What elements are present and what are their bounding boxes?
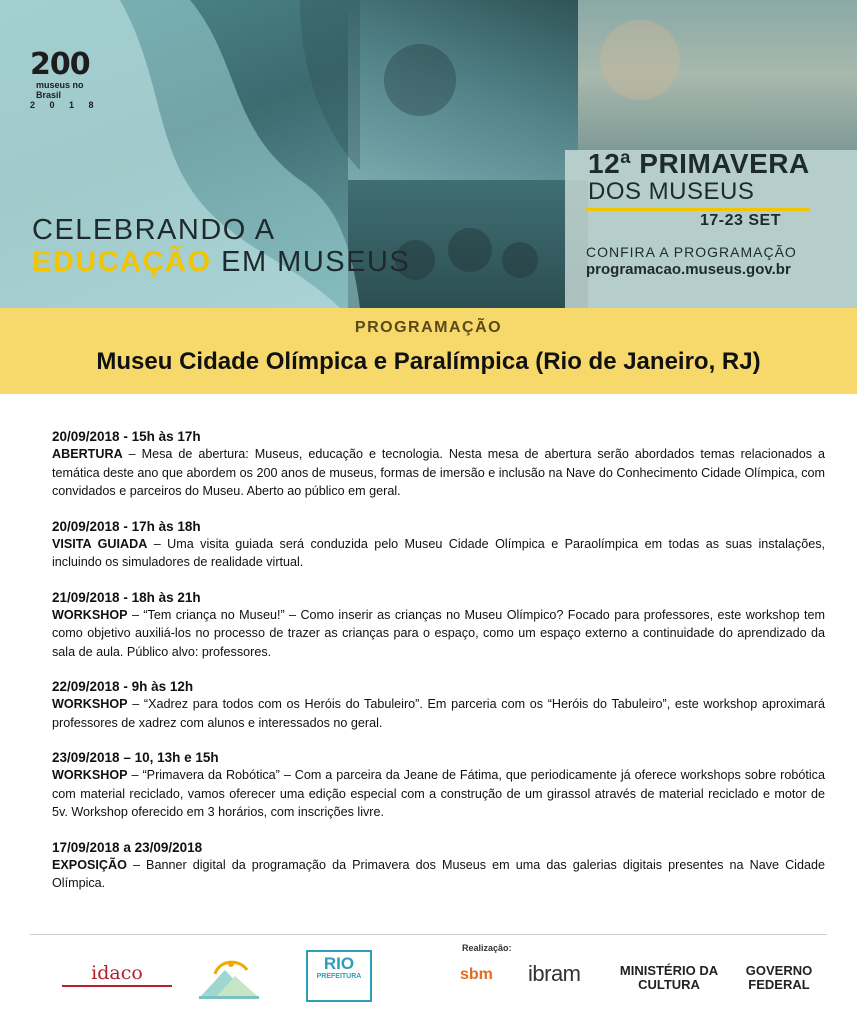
event-text: – “Tem criança no Museu!” – Como inserir as crianças no Museu Olímpico? Focado para professores, este workshop tem como objetivo auxiliá-los no processo de trazer as crianças para o espaço, como um espaço externo a continuidade do aprendizado da sala de aula. Público alvo: professores. bbox=[52, 607, 825, 659]
event-text: – Mesa de abertura: Museus, educação e tecnologia. Nesta mesa de abertura serão abordados temas relacionados a temática deste ano que abordem os 200 anos de museus, formas de imersão e inclusão na Nave do Conhecimento Cidade Olímpica, com convidados e parceiros do Museu. Aberto ao público em geral. bbox=[52, 447, 825, 498]
edition-title: 12ª PRIMAVERA bbox=[588, 148, 810, 179]
logo-subtitle: museus no Brasil bbox=[36, 80, 84, 100]
event-type: WORKSHOP bbox=[52, 697, 128, 711]
ministerio-cultura-logo bbox=[618, 964, 720, 992]
event-text: – Banner digital da programação da Primavera dos Museus em uma das galerias digitais presentes na Nave Cidade Olímpica. bbox=[52, 857, 825, 890]
event-type: VISITA GUIADA bbox=[52, 536, 148, 551]
logo-number: 200 bbox=[30, 47, 90, 82]
event-type: WORKSHOP bbox=[52, 768, 128, 782]
ministerio-line1: MINISTÉRIO DA bbox=[619, 963, 719, 978]
program-event bbox=[52, 589, 825, 662]
idaco-logo bbox=[62, 962, 172, 998]
event-description bbox=[52, 535, 825, 572]
rio-prefeitura-logo bbox=[306, 950, 372, 1002]
event-date: 21/09/2018 - 18h às 21h bbox=[52, 589, 201, 605]
section-label: PROGRAMAÇÃO bbox=[354, 319, 503, 336]
event-text: – “Xadrez para todos com os Heróis do Tabuleiro”. Em parceria com os “Heróis do Tabuleiro”, este workshop aproximará professores de xadrez com alunos e interessados no geral. bbox=[52, 697, 825, 730]
sbm-logo-text: sbm bbox=[460, 966, 493, 983]
ibram-logo-text: ibram bbox=[528, 961, 581, 986]
event-date: 17/09/2018 a 23/09/2018 bbox=[52, 839, 203, 855]
sbm-logo bbox=[460, 966, 508, 994]
title-band bbox=[0, 308, 857, 394]
program-list bbox=[52, 428, 825, 910]
program-event bbox=[52, 428, 825, 501]
program-cta: CONFIRA A PROGRAMAÇÃO bbox=[586, 244, 797, 260]
program-website-link[interactable]: programacao.museus.gov.br bbox=[586, 261, 791, 278]
ministerio-line2: CULTURA bbox=[638, 977, 700, 992]
program-event bbox=[52, 749, 825, 822]
program-event bbox=[52, 839, 825, 893]
event-description bbox=[52, 766, 825, 822]
event-description bbox=[52, 445, 825, 501]
event-date: 22/09/2018 - 9h às 12h bbox=[52, 679, 194, 694]
event-date: 23/09/2018 – 10, 13h e 15h bbox=[52, 750, 219, 765]
rio-logo-text: RIO bbox=[323, 954, 355, 973]
event-type: WORKSHOP bbox=[52, 607, 128, 622]
edition-subtitle: DOS MUSEUS bbox=[588, 178, 755, 205]
edition-dates: 17-23 SET bbox=[700, 212, 781, 229]
rio-logo-subtext: PREFEITURA bbox=[316, 973, 362, 980]
edition-divider bbox=[586, 208, 810, 211]
event-text: – “Primavera da Robótica” – Com a parceira da Jeane de Fátima, que periodicamente já oferece workshops sobre robótica com material reciclado, vamos oferecer uma edição especial com a construção de um girassol através de material reciclado e motor de 5v. Workshop oferecido em 3 horários, com inscrições livre. bbox=[52, 768, 825, 819]
event-date: 20/09/2018 - 17h às 18h bbox=[52, 518, 201, 534]
event-banner bbox=[0, 0, 857, 308]
footer-divider bbox=[30, 934, 827, 935]
governo-federal-logo bbox=[744, 964, 814, 992]
event-description bbox=[52, 856, 825, 893]
program-event bbox=[52, 518, 825, 572]
headline-highlight: EDUCAÇÃO bbox=[32, 246, 212, 278]
event-type: ABERTURA bbox=[52, 447, 123, 461]
event-text: – Uma visita guiada será conduzida pelo Museu Cidade Olímpica e Paraolímpica em todas as suas instalações, incluindo os simuladores de realidade virtual. bbox=[52, 536, 826, 569]
headline-line2 bbox=[32, 246, 410, 278]
event-date: 20/09/2018 - 15h às 17h bbox=[52, 429, 201, 444]
idaco-logo-text: idaco bbox=[91, 962, 143, 984]
idaco-logo-rule bbox=[62, 985, 172, 987]
headline-line1: CELEBRANDO A bbox=[32, 214, 276, 246]
200-anos-logo bbox=[30, 47, 110, 110]
realizacao-label: Realização: bbox=[462, 943, 512, 953]
logo-year: 2 0 1 8 bbox=[30, 100, 100, 110]
headline-rest: EM MUSEUS bbox=[211, 246, 411, 278]
governo-line1: GOVERNO bbox=[745, 963, 813, 978]
event-description bbox=[52, 695, 825, 732]
nave-do-conhecimento-logo bbox=[195, 952, 267, 1004]
event-type: EXPOSIÇÃO bbox=[52, 857, 127, 872]
governo-line2: FEDERAL bbox=[748, 977, 810, 992]
ibram-logo bbox=[528, 962, 596, 994]
page-title: Museu Cidade Olímpica e Paralímpica (Rio de Janeiro, RJ) bbox=[96, 348, 761, 375]
event-description bbox=[52, 606, 825, 662]
program-event bbox=[52, 678, 825, 732]
